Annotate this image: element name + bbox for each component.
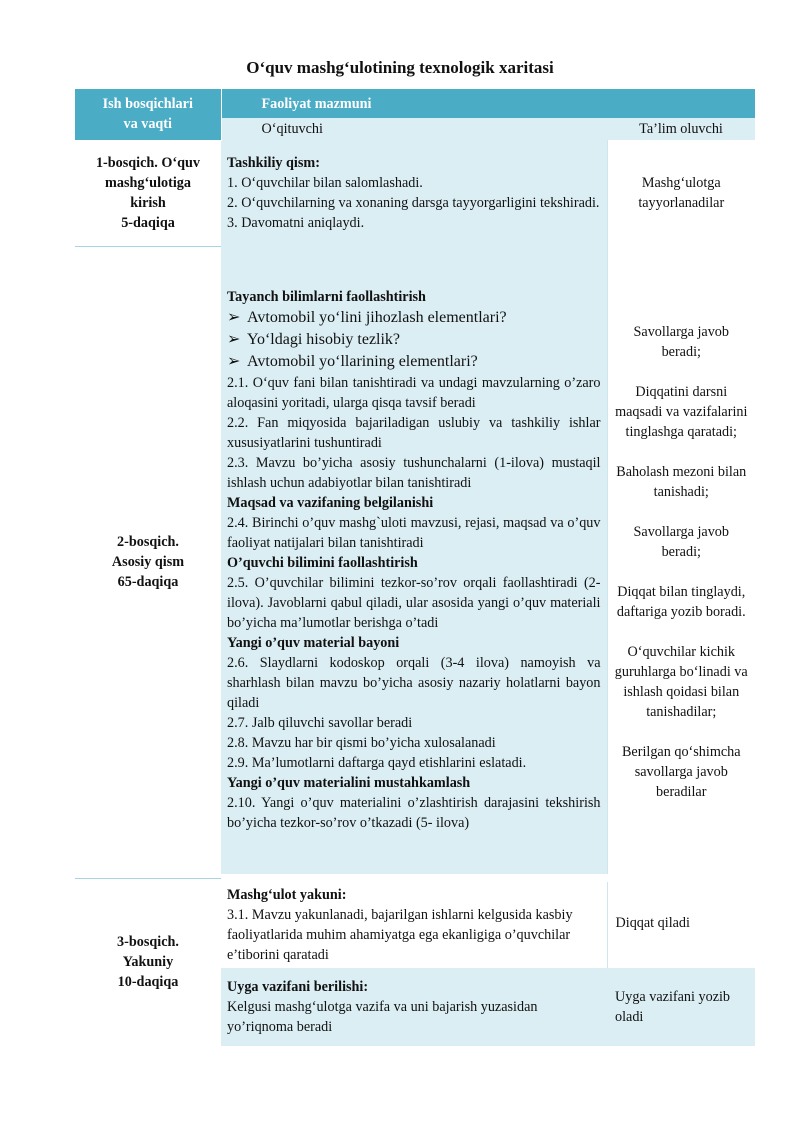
arrow-bullet-icon: ➢ bbox=[227, 309, 241, 326]
stage3-summary-student: Diqqat qiladi bbox=[607, 878, 755, 968]
header-student: Ta’lim oluvchi bbox=[607, 118, 755, 140]
stage3-homework-teacher: Uyga vazifani berilishi: Kelgusi mashg‘ulotga vazifa va uni bajarish yuzasidan yo’riqnoma beradi bbox=[221, 968, 607, 1046]
header-teacher: O‘qituvchi bbox=[221, 118, 607, 140]
technology-map-table bbox=[75, 89, 755, 1046]
stage1-student: Mashg‘ulotga tayyorlanadilar bbox=[607, 140, 755, 246]
question-item: ➢ Avtomobil yo‘lini jihozlash elementlari? bbox=[227, 307, 601, 329]
stage2-teacher: Tayanch bilimlarni faollashtirish ➢ Avtomobil yo‘lini jihozlash elementlari? ➢ Yo‘ldagi hisobiy tezlik? ➢ Avtomobil yo‘llarining elementlari? 2.1. O‘quv fani bilan tanishtiradi va undagi mavzularning o’zaro aloqasini yoritadi, ularga qisqa tavsif beradi 2.2. Fan miqyosida bajariladigan uslubiy va tashkiliy ishlar xususiyatlarini tushuntiradi 2.3. Mavzu bo’yicha asosiy tushunchalarni (1-ilova) mustaqil ishlash uchun adabiyotlar bilan tanishtiradi Maqsad va vazifaning belgilanishi 2.4. Birinchi o’quv mashg`uloti mavzusi, rejasi, maqsad va o’quv faoliyat natijalari bilan tanishtiradi O’quvchi bilimini faollashtirish 2.5. O’quvchilar bilimini tezkor-so’rov orqali faollashtiradi (2- ilova). Javoblarni qabul qiladi, ular asosida yangi o’quv materiali bo’yicha ma’lumotlar berishga o’tadi Yangi o’quv material bayoni 2.6. Slaydlarni kodoskop orqali (3-4 ilova) namoyish va sharhlash bilan mavzu bo’yicha asosiy nazariy holatlarni bayon qiladi 2.7. Jalb qiluvchi savollar beradi 2.8. Mavzu har bir qismi bo’yicha xulosalanadi 2.9. Ma’lumotlarni daftarga qayd etishlarini eslatadi. Yangi o’quv materialini mustahkamlash 2.10. Yangi o’quv materialini o’zlashtirish darajasini tekshirish bo’yicha tezkor-so’rov o’tkazadi (5- ilova) bbox=[221, 246, 607, 878]
page-title: O‘quv mashg‘ulotining texnologik xaritasi bbox=[246, 58, 554, 77]
stage2-student: Savollarga javob beradi; Diqqatini darsni maqsadi va vazifalarini tinglashga qaratadi; Baholash mezoni bilan tanishadi; Savollarga javob beradi; Diqqat bilan tinglaydi, daftariga yozib boradi. O‘quvchilar kichik guruhlarga bo‘linadi va ishlash qoidasi bilan tanishadilar; Berilgan qo‘shimcha savollarga javob beradilar bbox=[607, 246, 755, 878]
arrow-bullet-icon: ➢ bbox=[227, 353, 241, 370]
header-stages: Ish bosqichlari va vaqti bbox=[75, 89, 221, 140]
question-item: ➢ Yo‘ldagi hisobiy tezlik? bbox=[227, 329, 601, 351]
stage1-teacher: Tashkiliy qism: 1. O‘quvchilar bilan salomlashadi. 2. O‘quvchilarning va xonaning darsga tayyorgarligini tekshiradi. 3. Davomatni aniqlaydi. bbox=[221, 140, 607, 246]
stage1-label: 1-bosqich. O‘quv mashg‘ulotiga kirish 5-daqiqa bbox=[75, 140, 221, 246]
stage3-homework-student: Uyga vazifani yozib oladi bbox=[607, 968, 755, 1046]
stage2-label: 2-bosqich. Asosiy qism 65-daqiqa bbox=[75, 246, 221, 878]
header-content: Faoliyat mazmuni bbox=[221, 89, 755, 118]
stage3-summary-teacher: Mashg‘ulot yakuni: 3.1. Mavzu yakunlanadi, bajarilgan ishlarni kelgusida kasbiy faoliyatlarida muhim ahamiyatga ega ekanligiga o’quvchilar e’tiborini qaratadi bbox=[221, 878, 607, 968]
arrow-bullet-icon: ➢ bbox=[227, 331, 241, 348]
stage3-label: 3-bosqich. Yakuniy 10-daqiqa bbox=[75, 878, 221, 1046]
question-item: ➢ Avtomobil yo‘llarining elementlari? bbox=[227, 351, 601, 373]
